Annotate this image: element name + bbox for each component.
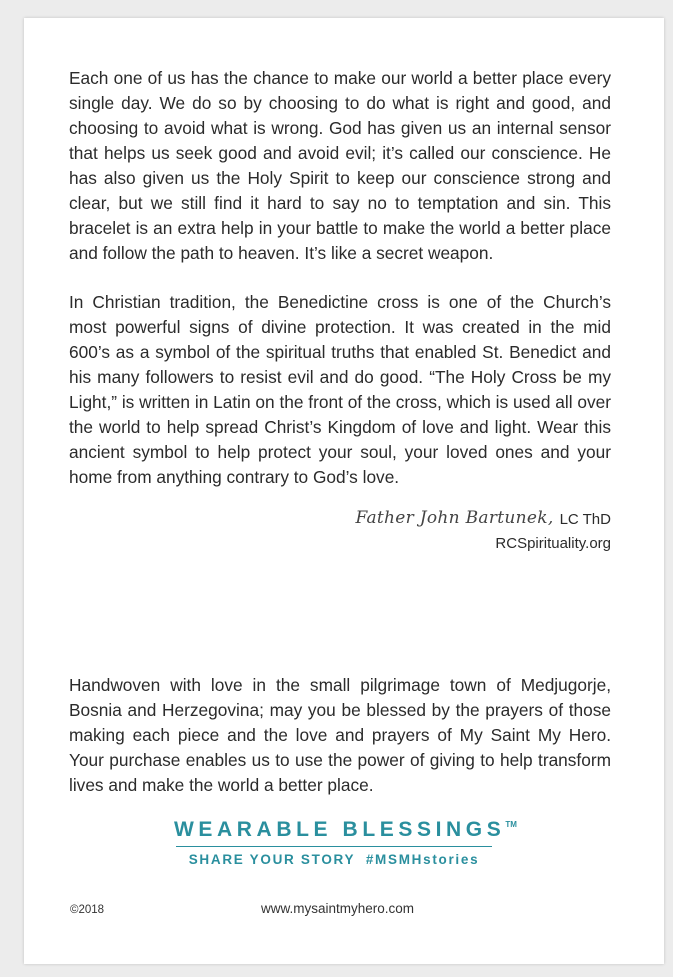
signature-credentials: LC ThD [559,511,611,528]
signature: Father John Bartunek, [355,508,554,528]
benedictine-cross-paragraph: In Christian tradition, the Benedictine cross is one of the Church’s most powerful signs of divine protection. It was created in the mid 600’s as a symbol of the spiritual truths that enabled St. Benedict and his many followers to resist evil and do good. “The Holy Cross be my Light,” is written in Latin on the front of the cross, which is used all over the world to help spread Christ’s Kingdom of love and light. Wear this ancient symbol to help protect your soul, your loved ones and your home from anything contrary to God’s love. [69,292,611,487]
handwoven-paragraph: Handwoven with love in the small pilgrimage town of Medjugorje, Bosnia and Herzegovina; may you be blessed by the prayers of those making each piece and the love and prayers of My Saint My Hero. Your purchase enables us to use the power of giving to help transform lives and make the world a better place. [69,675,611,795]
card [24,18,664,964]
signature-block [356,508,611,528]
brand-title: WEARABLE BLESSINGS™ [174,818,517,841]
website-link[interactable]: www.mysaintmyhero.com [261,901,415,916]
brand-divider [176,846,492,847]
brand-tagline: SHARE YOUR STORY #MSMHstories [188,852,480,867]
intro-paragraph: Each one of us has the chance to make our world a better place every single day. We do so by choosing to do what is right and good, and choosing to avoid what is wrong. God has given us an internal sensor that helps us seek good and avoid evil; it’s called our conscience. He has also given us the Holy Spirit to keep our conscience strong and clear, but we still find it hard to say no to temptation and sin. This bracelet is an extra help in your battle to make the world a better place and follow the path to heaven. It’s like a secret weapon. [69,68,611,263]
brand-block [174,818,517,867]
signature-website: RCSpirituality.org [495,535,611,552]
copyright: ©2018 [70,904,105,916]
trademark-mark: TM [505,820,517,829]
